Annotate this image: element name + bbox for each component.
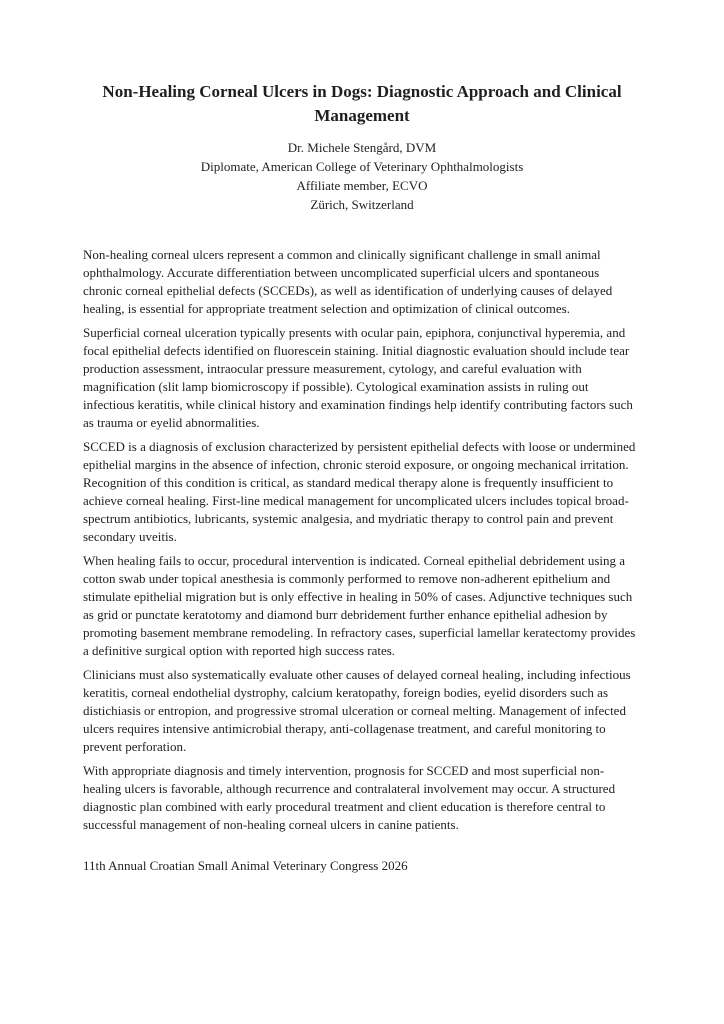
paragraph-prognosis: With appropriate diagnosis and timely intervention, prognosis for SCCED and most superficial non-healing ulcers is favorable, although recurrence and contralateral involvement may occur. A structured diagnostic plan combined with early procedural treatment and client education is therefore central to successful management of non-healing corneal ulcers in canine patients. [83, 763, 616, 832]
paragraph-other-causes: Clinicians must also systematically evaluate other causes of delayed corneal healing, including infectious keratitis, corneal endothelial dystrophy, calcium keratopathy, foreign bodies, eyelid disorders such as distichiasis or entropion, and progressive stromal ulceration or corneal melting. Management of infected ulcers requires intensive antimicrobial therapy, anti-collagenase treatment, and careful monitoring to prevent perforation. [83, 667, 631, 754]
abstract-body [83, 246, 641, 834]
author-block [83, 138, 641, 214]
paragraph-procedural-intervention: When healing fails to occur, procedural intervention is indicated. Corneal epithelial debridement using a cotton swab under topical anesthesia is commonly performed to remove non-adherent epithelium and stimulate epithelial migration but is only effective in healing in 50% of cases. Adjunctive techniques such as grid or punctate keratotomy and diamond burr debridement further enhance epithelial adhesion by promoting basement membrane remodeling. In refractory cases, superficial lamellar keratectomy provides a definitive surgical option with reported high success rates. [83, 553, 636, 658]
author-credentials: Diplomate, American College of Veterinary Ophthalmologists [200, 159, 524, 174]
author-name: Dr. Michele Stengård, DVM [287, 140, 437, 155]
paragraph-presentation-diagnostics: Superficial corneal ulceration typically presents with ocular pain, epiphora, conjunctival hyperemia, and focal epithelial defects identified on fluorescein staining. Initial diagnostic evaluation should include tear production assessment, intraocular pressure measurement, cytology, and careful evaluation with magnification (slit lamp biomicroscopy if possible). Cytological examination assists in ruling out infectious keratitis, while clinical history and examination findings help identify contributing factors such as trauma or eyelid abnormalities. [83, 325, 633, 430]
paragraph-introduction: Non-healing corneal ulcers represent a common and clinically significant challenge in small animal ophthalmology. Accurate differentiation between uncomplicated superficial ulcers and spontaneous chronic corneal epithelial defects (SCCEDs), as well as identification of underlying causes of delayed healing, is essential for appropriate treatment selection and optimization of clinical outcomes. [83, 247, 613, 316]
author-location: Zürich, Switzerland [310, 197, 414, 212]
footer-conference-line: 11th Annual Croatian Small Animal Veterinary Congress 2026 [83, 858, 408, 873]
paragraph-scced-medical-management: SCCED is a diagnosis of exclusion characterized by persistent epithelial defects with loose or undermined epithelial margins in the absence of infection, chronic steroid exposure, or ongoing mechanical irritation. Recognition of this condition is critical, as standard medical therapy alone is frequently insufficient to achieve corneal healing. First-line medical management for uncomplicated ulcers includes topical broad-spectrum antibiotics, lubricants, systemic analgesia, and mydriatic therapy to control pain and prevent secondary uveitis. [83, 439, 636, 544]
author-membership: Affiliate member, ECVO [296, 178, 428, 193]
page-title: Non-Healing Corneal Ulcers in Dogs: Diagnostic Approach and Clinical Management [102, 82, 622, 125]
